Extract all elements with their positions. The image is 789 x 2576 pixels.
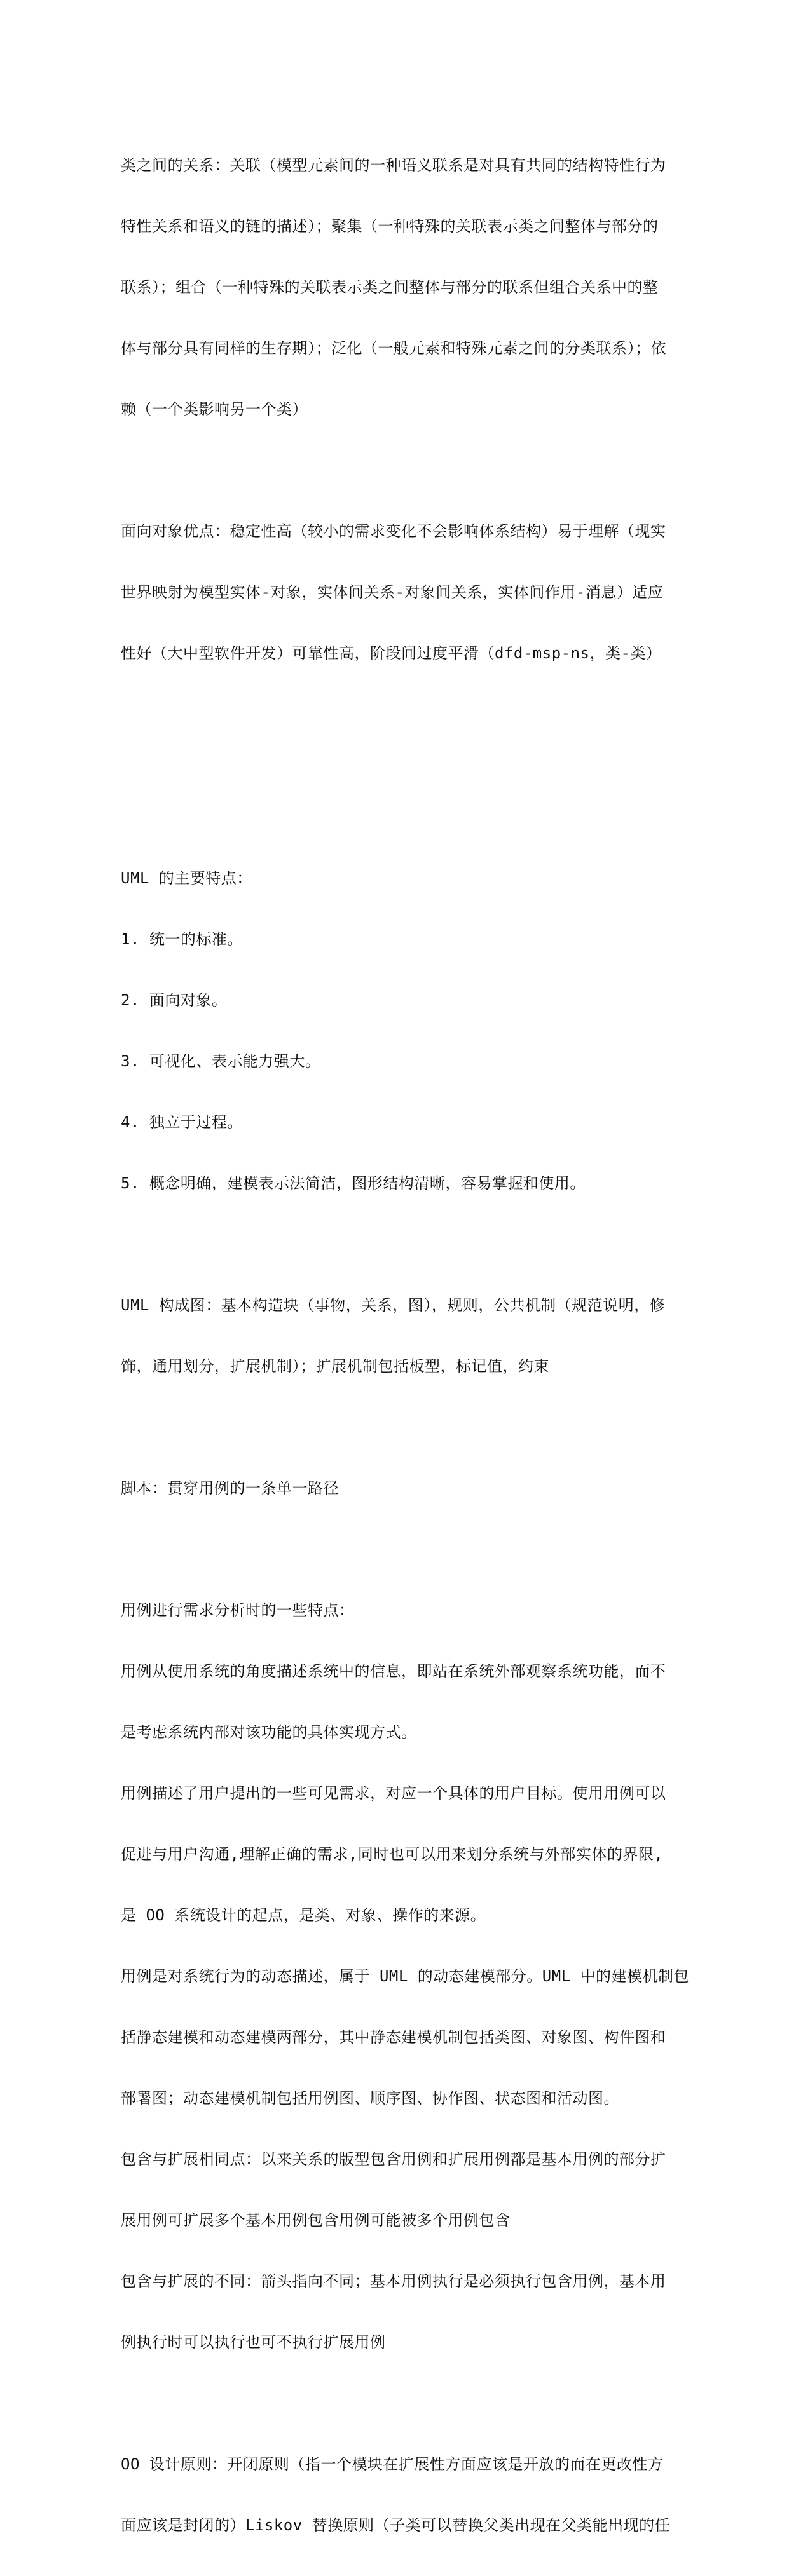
paragraph-gap [121, 460, 674, 480]
text-line: 用例进行需求分析时的一些特点： [121, 1601, 355, 1619]
oo-design-principles-paragraph [121, 2413, 674, 2576]
uml-features-list [121, 827, 674, 1234]
text-line: UML 构成图：基本构造块（事物，关系，图），规则，公共机制（规范说明，修 [121, 1296, 666, 1314]
list-item: 2. 面向对象。 [121, 991, 228, 1009]
text-line: 世界映射为模型实体-对象，实体间关系-对象间关系，实体间作用-消息）适应 [121, 583, 664, 601]
text-line: 面向对象优点：稳定性高（较小的需求变化不会影响体系结构）易于理解（现实 [121, 522, 666, 540]
list-item: 4. 独立于过程。 [121, 1113, 243, 1131]
text-line: 展用例可扩展多个基本用例包含用例可能被多个用例包含 [121, 2211, 511, 2229]
text-line: 体与部分具有同样的生存期）；泛化（一般元素和特殊元素之间的分类联系）；依 [121, 339, 666, 357]
paragraph-gap [121, 1417, 674, 1437]
text-line: 类之间的关系：关联（模型元素间的一种语义联系是对具有共同的结构特性行为 [121, 156, 666, 174]
paragraph-gap [121, 1234, 674, 1254]
text-line: 饰，通用划分，扩展机制）；扩展机制包括板型，标记值，约束 [121, 1357, 549, 1375]
paragraph-gap [121, 2393, 674, 2413]
text-line: 是 OO 系统设计的起点，是类、对象、操作的来源。 [121, 1906, 486, 1924]
script-paragraph [121, 1437, 674, 1539]
list-item: 5. 概念明确，建模表示法简洁，图形结构清晰，容易掌握和使用。 [121, 1174, 586, 1192]
text-line: 联系）；组合（一种特殊的关联表示类之间整体与部分的联系但组合关系中的整 [121, 278, 659, 296]
paragraph-gap [121, 1539, 674, 1559]
document-page [121, 114, 690, 2576]
text-line: 促进与用户沟通,理解正确的需求,同时也可以用来划分系统与外部实体的界限, [121, 1845, 664, 1863]
text-line: 部署图；动态建模机制包括用例图、顺序图、协作图、状态图和活动图。 [121, 2089, 619, 2107]
text-line: 面应该是封闭的）Liskov 替换原则（子类可以替换父类出现在父类能出现的任 [121, 2516, 671, 2534]
text-line: 赖（一个类影响另一个类） [121, 400, 308, 418]
text-line: 脚本：贯穿用例的一条单一路径 [121, 1479, 339, 1497]
text-line: 括静态建模和动态建模两部分，其中静态建模机制包括类图、对象图、构件图和 [121, 2028, 666, 2046]
text-line: 用例是对系统行为的动态描述，属于 UML 的动态建模部分。UML 中的建模机制包 [121, 1967, 690, 1985]
large-gap [121, 704, 674, 827]
text-line: OO 设计原则：开闭原则（指一个模块在扩展性方面应该是开放的而在更改性方 [121, 2455, 664, 2473]
text-line: 例执行时可以执行也可不执行扩展用例 [121, 2333, 386, 2351]
text-line: 性好（大中型软件开发）可靠性高，阶段间过度平滑（dfd-msp-ns，类-类） [121, 644, 662, 662]
text-line: 包含与扩展的不同：箭头指向不同；基本用例执行是必须执行包含用例，基本用 [121, 2272, 666, 2290]
list-heading: UML 的主要特点： [121, 869, 252, 887]
uml-composition-paragraph [121, 1254, 674, 1417]
list-item: 1. 统一的标准。 [121, 930, 243, 948]
oo-advantages-paragraph [121, 480, 674, 704]
text-line: 包含与扩展相同点：以来关系的版型包含用例和扩展用例都是基本用例的部分扩 [121, 2150, 666, 2168]
class-relations-paragraph [121, 114, 674, 460]
use-case-paragraph [121, 1559, 690, 2393]
text-line: 特性关系和语义的链的描述）；聚集（一种特殊的关联表示类之间整体与部分的 [121, 217, 659, 235]
text-line: 用例描述了用户提出的一些可见需求，对应一个具体的用户目标。使用用例可以 [121, 1784, 666, 1802]
list-item: 3. 可视化、表示能力强大。 [121, 1052, 321, 1070]
text-line: 是考虑系统内部对该功能的具体实现方式。 [121, 1723, 417, 1741]
text-line: 用例从使用系统的角度描述系统中的信息，即站在系统外部观察系统功能，而不 [121, 1662, 666, 1680]
